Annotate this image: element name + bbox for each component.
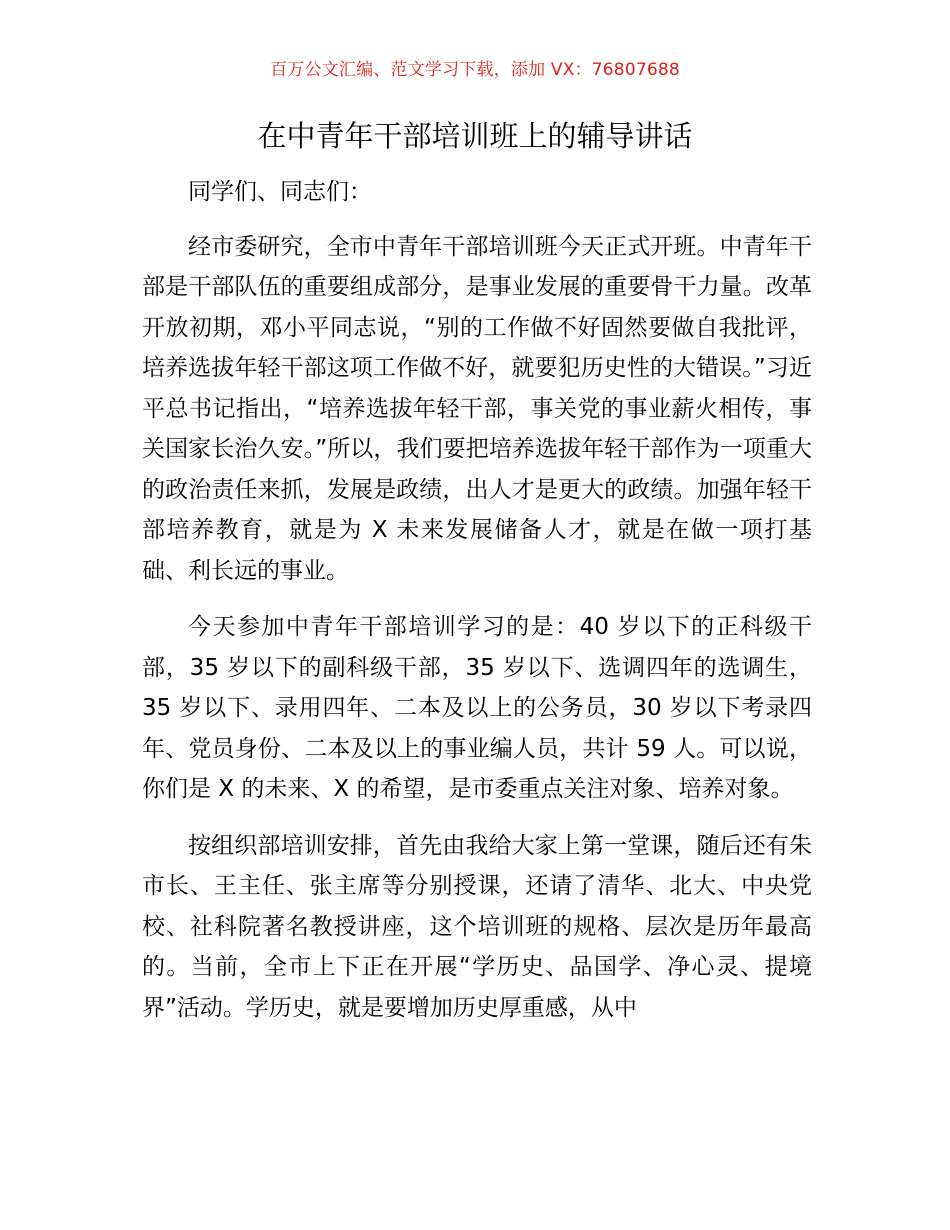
- paragraph-3: 按组织部培训安排，首先由我给大家上第一堂课，随后还有朱市长、王主任、张主席等分别授课，还请了清华、北大、中央党校、社科院著名教授讲座，这个培训班的规格、层次是历年最高的。当前，全市上下正在开展“学历史、品国学、净心灵、提境界”活动。学历史，就是要增加历史厚重感，从中: [142, 832, 812, 1021]
- header-promo-note: 百万公文汇编、范文学习下载，添加 VX：76807688: [270, 60, 680, 80]
- paragraph-1: 经市委研究，全市中青年干部培训班今天正式开班。中青年干部是干部队伍的重要组成部分，是事业发展的重要骨干力量。改革开放初期，邓小平同志说，“别的工作做不好固然要做自我批评，培养选拔年轻干部这项工作做不好，就要犯历史性的大错误。”习近平总书记指出，“培养选拔年轻干部，事关党的事业薪火相传，事关国家长治久安。”所以，我们要把培养选拔年轻干部作为一项重大的政治责任来抓，发展是政绩，出人才是更大的政绩。加强年轻干部培养教育，就是为 X 未来发展储备人才，就是在做一项打基础、利长远的事业。: [142, 233, 812, 584]
- paragraph-2: 今天参加中青年干部培训学习的是：40 岁以下的正科级干部，35 岁以下的副科级干部，35 岁以下、选调四年的选调生，35 岁以下、录用四年、二本及以上的公务员，30 岁以下考录四年、党员身份、二本及以上的事业编人员，共计 59 人。可以说，你们是 X 的未来、X 的希望，是市委重点关注对象、培养对象。: [142, 614, 812, 802]
- document-title: 在中青年干部培训班上的辅导讲话: [257, 119, 693, 153]
- salutation: 同学们、同志们：: [188, 179, 372, 205]
- document-body: [142, 172, 812, 1044]
